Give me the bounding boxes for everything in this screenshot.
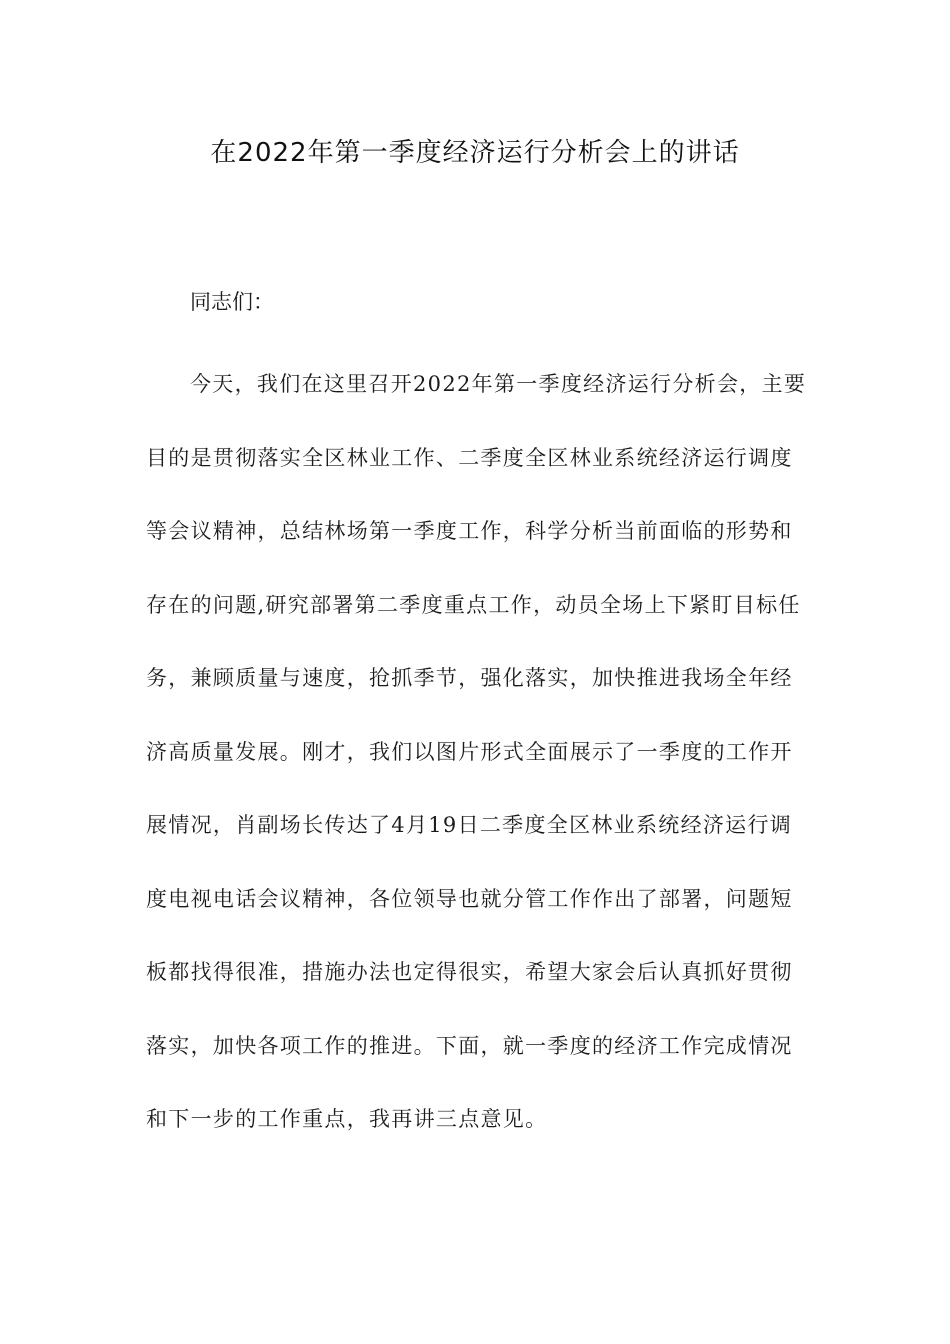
document-title: 在2022年第一季度经济运行分析会上的讲话 xyxy=(210,138,740,168)
salutation: 同志们： xyxy=(190,290,274,314)
paragraph-line: 目的是贯彻落实全区林业工作、二季度全区林业系统经济运行调度 xyxy=(146,445,793,470)
paragraph-line: 度电视电话会议精神，各位领导也就分管工作作出了部署，问题短 xyxy=(146,886,793,911)
paragraph-line: 板都找得很准，措施办法也定得很实，希望大家会后认真抓好贯彻 xyxy=(146,960,793,984)
paragraph-line: 济高质量发展。刚才，我们以图片形式全面展示了一季度的工作开 xyxy=(146,739,793,764)
paragraph-line: 等会议精神，总结林场第一季度工作，科学分析当前面临的形势和 xyxy=(146,519,793,543)
paragraph-line: 务，兼顾质量与速度，抢抓季节，强化落实，加快推进我场全年经 xyxy=(146,666,793,690)
paragraph-line: 和下一步的工作重点，我再讲三点意见。 xyxy=(146,1107,548,1131)
paragraph-line: 落实，加快各项工作的推进。下面，就一季度的经济工作完成情况 xyxy=(146,1033,793,1058)
paragraph-line: 存在的问题,研究部署第二季度重点工作，动员全场上下紧盯目标任 xyxy=(146,592,801,617)
paragraph-line: 今天，我们在这里召开2022年第一季度经济运行分析会，主要 xyxy=(190,372,807,396)
paragraph-line: 展情况，肖副场长传达了4月19日二季度全区林业系统经济运行调 xyxy=(146,813,793,837)
body-paragraph xyxy=(146,366,806,1175)
